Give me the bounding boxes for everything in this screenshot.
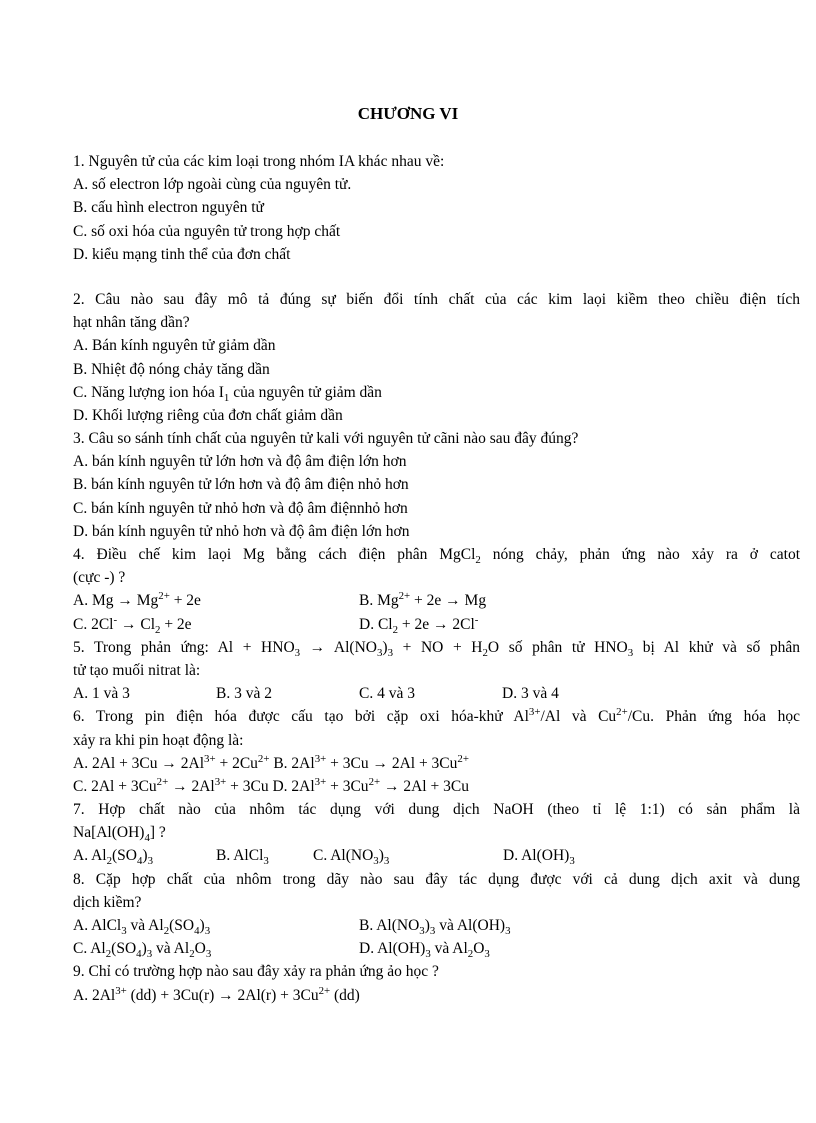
question-stem: 9. Chỉ có trường hợp nào sau đây xảy ra phản ứng ảo học ? [73, 963, 439, 981]
chapter-title: CHƯƠNG VI [357, 104, 459, 123]
question-stem-line-2: dịch kiềm? [73, 893, 142, 911]
option-d: D. bán kính nguyên tử nhỏ hơn và độ âm điện lớn hơn [73, 522, 410, 540]
question-2 [73, 288, 800, 427]
options-row-cd: C. $2Al + 3Cu^{2+} \to 2Al^{3+} + 3Cu$ D. $2Al^{3+} + 3Cu^{2+} \to 2Al + 3Cu$ [73, 775, 469, 795]
question-3 [73, 427, 800, 543]
option-a: A. bán kính nguyên tử lớn hơn và độ âm điện lớn hơn [73, 453, 407, 471]
option-d: D. $Al(OH)_3$ [503, 847, 575, 868]
option-a: A. 1 và 3 [73, 685, 130, 703]
option-d: D. 3 và 4 [502, 685, 559, 703]
options-row-ab: A. $2Al + 3Cu \to 2Al^{3+} + 2Cu^{2+}$ B. $2Al^{3+} + 3Cu \to 2Al + 3Cu^{2+}$ [73, 752, 469, 772]
question-7 [73, 798, 800, 868]
options-row-cd [73, 613, 800, 636]
options-row [73, 844, 800, 867]
question-stem-line-2: tử tạo muối nitrat là: [73, 661, 201, 679]
option-a: A. $Mg \to Mg^{2+} + 2e$ [73, 590, 201, 610]
question-8 [73, 868, 800, 961]
question-stem-line-1: 6. Trong pin điện hóa được cấu tạo bởi cặp oxi hóa-khử $Al^{3+}/Al$ và $Cu^{2+}/Cu$. Phản ứng hóa học [73, 706, 800, 726]
option-c: C. bán kính nguyên tử nhỏ hơn và độ âm điệnnhỏ hơn [73, 499, 408, 517]
question-stem: 3. Câu so sánh tính chất của nguyên tử kali với nguyên tử cãni nào sau đây đúng? [73, 430, 579, 448]
question-stem-line-2: (cực -) ? [73, 569, 126, 587]
option-b: B. Nhiệt độ nóng chảy tăng dần [73, 360, 270, 378]
question-stem-line-1: 7. Hợp chất nào của nhôm tác dụng với dung dịch NaOH (theo tỉ lệ 1:1) có sản phẩm là [73, 801, 800, 819]
question-stem: 1. Nguyên tử của các kim loại trong nhóm IA khác nhau về: [73, 153, 445, 170]
option-c: C. $Al(NO_3)_3$ [313, 847, 390, 868]
option-d: D. $Cl_2 + 2e \to 2Cl^-$ [359, 613, 479, 636]
options-row-ab [73, 589, 800, 612]
option-c: C. $Al_2(SO_4)_3$ và $Al_2O_3$ [73, 940, 212, 961]
option-d: D. kiểu mạng tinh thể của đơn chất [73, 245, 291, 263]
option-d: D. $Al(OH)_3$ và $Al_2O_3$ [359, 940, 490, 961]
option-b: B. bán kính nguyên tử lớn hơn và độ âm điện nhỏ hơn [73, 476, 409, 494]
question-stem-line-1: 5. Trong phản ứng: $Al + HNO_3 \to Al(NO_3)_3$ + NO + $H_2O$ số phân tử $HNO_3$ bị Al khử và số phân [73, 638, 800, 659]
question-stem-line-2: xảy ra khi pin hoạt động là: [73, 731, 244, 749]
options-row-cd [73, 937, 800, 960]
option-b: B. cấu hình electron nguyên tử [73, 199, 264, 217]
option-c: C. số oxi hóa của nguyên tử trong hợp chất [73, 222, 341, 240]
question-5 [73, 636, 800, 706]
option-c: C. 4 và 3 [359, 685, 415, 703]
option-a: A. số electron lớp ngoài cùng của nguyên tử. [73, 176, 352, 194]
option-b: B. $Al(NO_3)_3$ và $Al(OH)_3$ [359, 917, 511, 938]
question-1 [73, 150, 800, 266]
option-a: A. AlCl$_3$ và $Al_2(SO_4)_3$ [73, 917, 211, 938]
option-c: C. Năng lượng ion hóa $I_1$ của nguyên tử giảm dần [73, 383, 382, 404]
option-b: B. $Mg^{2+} + 2e \to Mg$ [359, 590, 487, 610]
option-a: A. $Al_2(SO_4)_3$ [73, 847, 154, 868]
question-9 [73, 960, 800, 1006]
option-a: A. $2Al^{3+}$ $(dd) + 3Cu(r) \to 2Al(r) + 3Cu^{2+}$ (dd) [73, 984, 360, 1004]
option-d: D. Khối lượng riêng của đơn chất giảm dần [73, 406, 343, 424]
option-a: A. Bán kính nguyên tử giảm dần [73, 337, 276, 355]
question-stem-line-1: 4. Điều chế kim laọi Mg bằng cách điện phân MgCl$_2$ nóng chảy, phản ứng nào xảy ra ở catot [73, 546, 800, 567]
option-c: C. $2Cl^- \to Cl_2 + 2e$ [73, 613, 192, 636]
question-stem-line-1: 8. Cặp hợp chất của nhôm trong dãy nào sau đây tác dụng được với cả dung dịch axit và dung [73, 870, 800, 888]
question-stem-line-2: hạt nhân tăng dần? [73, 314, 190, 332]
question-6 [73, 705, 800, 798]
options-row [73, 682, 800, 705]
question-list [73, 150, 800, 1007]
option-b: B. AlCl$_3$ [216, 847, 269, 868]
question-stem-line-2: $Na[Al(OH)_4]$ ? [73, 824, 166, 845]
option-b: B. 3 và 2 [216, 685, 272, 703]
question-stem-line-1: 2. Câu nào sau đây mô tả đúng sự biến đổi tính chất của các kim laọi kiềm theo chiều điện tích [73, 290, 800, 308]
options-row-ab [73, 914, 800, 937]
question-4 [73, 543, 800, 636]
